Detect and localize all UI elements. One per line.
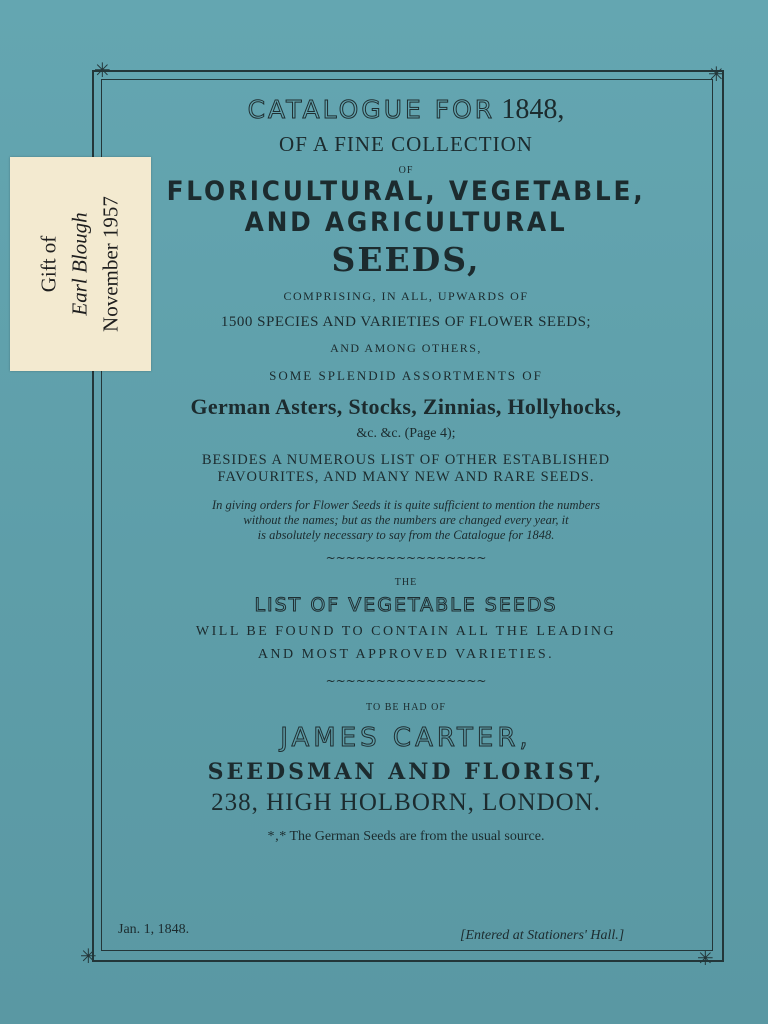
instructions-line-1: In giving orders for Flower Seeds it is quite sufficient to mention the numbers xyxy=(211,498,601,512)
gift-label-line-1: Gift of xyxy=(36,235,61,293)
gift-label-text xyxy=(34,157,127,371)
heading-line-1: FLORICULTURAL, VEGETABLE, xyxy=(166,176,646,207)
among-text: AND AMONG OTHERS, xyxy=(330,341,482,355)
library-gift-label xyxy=(10,157,151,371)
wavy-rule: ~~~~~~~~~~~~~~~~ xyxy=(325,674,487,688)
wavy-rule: ~~~~~~~~~~~~~~~~ xyxy=(325,551,487,565)
gift-label-date: November 1957 xyxy=(98,196,123,332)
besides-line-1: BESIDES A NUMEROUS LIST OF OTHER ESTABLISHED xyxy=(201,452,611,468)
merchant-name: JAMES CARTER, xyxy=(280,723,532,753)
gift-label-donor: Earl Blough xyxy=(67,212,92,316)
merchant-address: 238, HIGH HOLBORN, LONDON. xyxy=(211,789,601,816)
catalogue-title xyxy=(104,94,708,126)
merchant-trade: SEEDSMAN AND FLORIST, xyxy=(207,759,605,785)
instructions-line-2: without the names; but as the numbers are changed every year, it xyxy=(243,513,569,527)
title-word: CATALOGUE FOR xyxy=(247,95,496,124)
heading-line-2: AND AGRICULTURAL xyxy=(244,207,568,238)
assortments-text: SOME SPLENDID ASSORTMENTS OF xyxy=(269,368,543,383)
corner-ornament-icon: ✳ xyxy=(697,946,714,970)
species-text: 1500 SPECIES AND VARIETIES OF FLOWER SEEDS; xyxy=(220,314,592,330)
german-flowers: German Asters, Stocks, Zinnias, Hollyhocks, xyxy=(190,394,622,419)
instructions-line-3: is absolutely necessary to say from the Catalogue for 1848. xyxy=(257,528,555,542)
catalogue-date: Jan. 1, 1848. xyxy=(118,922,190,937)
entered-notice: [Entered at Stationers' Hall.] xyxy=(460,928,625,943)
german-seeds-note: *‚* The German Seeds are from the usual source. xyxy=(267,829,545,844)
title-year: 1848, xyxy=(501,94,565,125)
corner-ornament-icon: ✳ xyxy=(708,62,725,86)
etc-text: &c. &c. (Page 4); xyxy=(356,426,456,441)
found-line-2: AND MOST APPROVED VARIETIES. xyxy=(257,647,555,662)
the-text: THE xyxy=(394,577,418,588)
corner-ornament-icon: ✳ xyxy=(94,58,111,82)
subtitle: OF A FINE COLLECTION xyxy=(279,132,533,156)
besides-line-2: FAVOURITES, AND MANY NEW AND RARE SEEDS. xyxy=(217,469,595,485)
to-be-had-text: TO BE HAD OF xyxy=(366,702,446,713)
found-line-1: WILL BE FOUND TO CONTAIN ALL THE LEADING xyxy=(195,624,617,639)
heading-seeds: SEEDS, xyxy=(331,240,481,279)
title-page-text xyxy=(104,88,708,845)
vegetable-list-title: LIST OF VEGETABLE SEEDS xyxy=(254,594,558,616)
corner-ornament-icon: ✳ xyxy=(80,944,97,968)
comprising-text: COMPRISING, IN ALL, UPWARDS OF xyxy=(283,289,529,303)
of-text: OF xyxy=(398,165,414,176)
